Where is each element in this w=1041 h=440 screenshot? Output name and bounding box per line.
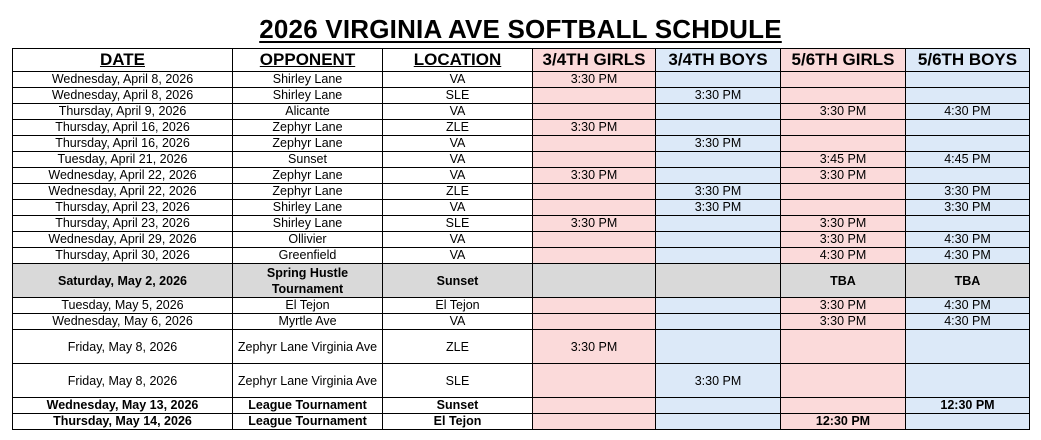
table-row bbox=[13, 298, 1030, 314]
header-56-boys: 5/6TH BOYS bbox=[906, 49, 1030, 72]
table-row bbox=[13, 264, 1030, 298]
cell-56-girls: 12:30 PM bbox=[781, 414, 906, 430]
cell-date: Thursday, April 30, 2026 bbox=[13, 248, 233, 264]
cell-56-boys: 12:30 PM bbox=[906, 398, 1030, 414]
cell-56-girls bbox=[781, 398, 906, 414]
cell-56-boys bbox=[906, 364, 1030, 398]
cell-location: El Tejon bbox=[383, 414, 533, 430]
cell-34-girls bbox=[533, 364, 656, 398]
cell-34-boys: 3:30 PM bbox=[656, 136, 781, 152]
cell-34-girls bbox=[533, 248, 656, 264]
cell-location: ZLE bbox=[383, 184, 533, 200]
cell-opponent: Shirley Lane bbox=[233, 72, 383, 88]
cell-56-girls: 3:30 PM bbox=[781, 168, 906, 184]
cell-34-girls bbox=[533, 314, 656, 330]
cell-56-girls: 3:30 PM bbox=[781, 314, 906, 330]
cell-56-girls bbox=[781, 88, 906, 104]
cell-34-boys: 3:30 PM bbox=[656, 364, 781, 398]
cell-location: Sunset bbox=[383, 398, 533, 414]
cell-56-boys: 4:30 PM bbox=[906, 314, 1030, 330]
page-title: 2026 VIRGINIA AVE SOFTBALL SCHDULE bbox=[259, 14, 782, 44]
cell-location: VA bbox=[383, 200, 533, 216]
cell-56-girls: 3:45 PM bbox=[781, 152, 906, 168]
cell-date: Thursday, May 14, 2026 bbox=[13, 414, 233, 430]
cell-56-girls: 3:30 PM bbox=[781, 298, 906, 314]
cell-opponent: Shirley Lane bbox=[233, 88, 383, 104]
table-row bbox=[13, 72, 1030, 88]
cell-34-girls bbox=[533, 264, 656, 298]
cell-date: Saturday, May 2, 2026 bbox=[13, 264, 233, 298]
table-row bbox=[13, 248, 1030, 264]
table-row bbox=[13, 414, 1030, 430]
cell-34-girls bbox=[533, 398, 656, 414]
cell-date: Tuesday, May 5, 2026 bbox=[13, 298, 233, 314]
cell-34-girls: 3:30 PM bbox=[533, 120, 656, 136]
cell-34-girls bbox=[533, 88, 656, 104]
cell-34-boys bbox=[656, 152, 781, 168]
cell-location: VA bbox=[383, 248, 533, 264]
cell-56-girls bbox=[781, 120, 906, 136]
cell-date: Thursday, April 23, 2026 bbox=[13, 216, 233, 232]
cell-34-boys bbox=[656, 120, 781, 136]
cell-56-girls: 3:30 PM bbox=[781, 104, 906, 120]
cell-34-boys bbox=[656, 264, 781, 298]
cell-56-girls: TBA bbox=[781, 264, 906, 298]
cell-56-boys bbox=[906, 72, 1030, 88]
cell-56-boys: 4:30 PM bbox=[906, 232, 1030, 248]
cell-date: Wednesday, April 29, 2026 bbox=[13, 232, 233, 248]
cell-location: VA bbox=[383, 152, 533, 168]
cell-56-girls bbox=[781, 200, 906, 216]
table-row bbox=[13, 330, 1030, 364]
table-row bbox=[13, 232, 1030, 248]
table-row bbox=[13, 136, 1030, 152]
cell-location: ZLE bbox=[383, 330, 533, 364]
cell-opponent: Myrtle Ave bbox=[233, 314, 383, 330]
cell-opponent: Spring Hustle Tournament bbox=[233, 264, 383, 298]
cell-34-boys bbox=[656, 398, 781, 414]
cell-56-boys bbox=[906, 216, 1030, 232]
cell-date: Wednesday, April 8, 2026 bbox=[13, 88, 233, 104]
cell-location: Sunset bbox=[383, 264, 533, 298]
cell-56-boys bbox=[906, 88, 1030, 104]
cell-date: Thursday, April 16, 2026 bbox=[13, 136, 233, 152]
cell-opponent: League Tournament bbox=[233, 414, 383, 430]
cell-34-boys: 3:30 PM bbox=[656, 88, 781, 104]
cell-34-boys bbox=[656, 414, 781, 430]
cell-34-boys bbox=[656, 168, 781, 184]
cell-opponent: Sunset bbox=[233, 152, 383, 168]
cell-date: Wednesday, April 8, 2026 bbox=[13, 72, 233, 88]
cell-34-boys: 3:30 PM bbox=[656, 184, 781, 200]
cell-34-girls bbox=[533, 136, 656, 152]
cell-56-boys bbox=[906, 136, 1030, 152]
table-row bbox=[13, 184, 1030, 200]
cell-date: Tuesday, April 21, 2026 bbox=[13, 152, 233, 168]
cell-opponent: Greenfield bbox=[233, 248, 383, 264]
cell-56-boys: TBA bbox=[906, 264, 1030, 298]
cell-56-boys: 4:30 PM bbox=[906, 298, 1030, 314]
cell-34-girls: 3:30 PM bbox=[533, 216, 656, 232]
cell-56-girls bbox=[781, 72, 906, 88]
cell-34-boys bbox=[656, 104, 781, 120]
table-row bbox=[13, 152, 1030, 168]
cell-date: Friday, May 8, 2026 bbox=[13, 330, 233, 364]
header-row bbox=[13, 49, 1030, 72]
header-date: DATE bbox=[13, 49, 233, 72]
header-56-girls: 5/6TH GIRLS bbox=[781, 49, 906, 72]
header-opponent: OPPONENT bbox=[233, 49, 383, 72]
cell-location: SLE bbox=[383, 364, 533, 398]
schedule-table bbox=[12, 48, 1030, 430]
cell-56-boys: 4:30 PM bbox=[906, 104, 1030, 120]
cell-56-girls bbox=[781, 364, 906, 398]
cell-34-boys bbox=[656, 232, 781, 248]
cell-date: Thursday, April 16, 2026 bbox=[13, 120, 233, 136]
cell-date: Wednesday, May 13, 2026 bbox=[13, 398, 233, 414]
cell-56-girls: 3:30 PM bbox=[781, 216, 906, 232]
cell-56-boys bbox=[906, 330, 1030, 364]
cell-34-girls: 3:30 PM bbox=[533, 72, 656, 88]
cell-opponent: Zephyr Lane Virginia Ave bbox=[233, 330, 383, 364]
cell-opponent: Zephyr Lane bbox=[233, 120, 383, 136]
cell-location: SLE bbox=[383, 216, 533, 232]
table-row bbox=[13, 200, 1030, 216]
cell-34-girls bbox=[533, 414, 656, 430]
cell-location: VA bbox=[383, 168, 533, 184]
header-34-girls: 3/4TH GIRLS bbox=[533, 49, 656, 72]
table-row bbox=[13, 216, 1030, 232]
cell-34-girls: 3:30 PM bbox=[533, 168, 656, 184]
table-row bbox=[13, 104, 1030, 120]
cell-34-girls: 3:30 PM bbox=[533, 330, 656, 364]
header-location: LOCATION bbox=[383, 49, 533, 72]
cell-date: Wednesday, April 22, 2026 bbox=[13, 168, 233, 184]
cell-56-boys: 4:45 PM bbox=[906, 152, 1030, 168]
cell-34-girls bbox=[533, 232, 656, 248]
cell-34-girls bbox=[533, 104, 656, 120]
cell-opponent: Shirley Lane bbox=[233, 216, 383, 232]
cell-34-girls bbox=[533, 184, 656, 200]
table-row bbox=[13, 168, 1030, 184]
cell-34-boys bbox=[656, 314, 781, 330]
cell-location: VA bbox=[383, 136, 533, 152]
cell-location: VA bbox=[383, 314, 533, 330]
table-row bbox=[13, 398, 1030, 414]
cell-opponent: Zephyr Lane bbox=[233, 168, 383, 184]
cell-opponent: Alicante bbox=[233, 104, 383, 120]
cell-date: Wednesday, May 6, 2026 bbox=[13, 314, 233, 330]
cell-opponent: Ollivier bbox=[233, 232, 383, 248]
cell-34-boys bbox=[656, 72, 781, 88]
cell-opponent: Zephyr Lane bbox=[233, 184, 383, 200]
cell-location: El Tejon bbox=[383, 298, 533, 314]
cell-location: VA bbox=[383, 72, 533, 88]
cell-34-boys bbox=[656, 248, 781, 264]
cell-34-girls bbox=[533, 152, 656, 168]
cell-opponent: Zephyr Lane bbox=[233, 136, 383, 152]
cell-location: ZLE bbox=[383, 120, 533, 136]
cell-56-boys: 4:30 PM bbox=[906, 248, 1030, 264]
cell-56-girls: 3:30 PM bbox=[781, 232, 906, 248]
cell-date: Wednesday, April 22, 2026 bbox=[13, 184, 233, 200]
cell-56-girls bbox=[781, 184, 906, 200]
cell-34-boys bbox=[656, 330, 781, 364]
cell-34-girls bbox=[533, 298, 656, 314]
cell-34-boys: 3:30 PM bbox=[656, 200, 781, 216]
cell-56-boys: 3:30 PM bbox=[906, 184, 1030, 200]
cell-opponent: El Tejon bbox=[233, 298, 383, 314]
cell-opponent: League Tournament bbox=[233, 398, 383, 414]
table-row bbox=[13, 120, 1030, 136]
cell-34-girls bbox=[533, 200, 656, 216]
cell-opponent: Zephyr Lane Virginia Ave bbox=[233, 364, 383, 398]
cell-56-boys: 3:30 PM bbox=[906, 200, 1030, 216]
cell-location: VA bbox=[383, 232, 533, 248]
cell-date: Friday, May 8, 2026 bbox=[13, 364, 233, 398]
cell-34-boys bbox=[656, 216, 781, 232]
cell-location: VA bbox=[383, 104, 533, 120]
table-row bbox=[13, 88, 1030, 104]
cell-56-girls: 4:30 PM bbox=[781, 248, 906, 264]
cell-56-girls bbox=[781, 330, 906, 364]
cell-56-boys bbox=[906, 414, 1030, 430]
cell-56-boys bbox=[906, 120, 1030, 136]
cell-location: SLE bbox=[383, 88, 533, 104]
cell-date: Thursday, April 9, 2026 bbox=[13, 104, 233, 120]
cell-34-boys bbox=[656, 298, 781, 314]
header-34-boys: 3/4TH BOYS bbox=[656, 49, 781, 72]
cell-56-boys bbox=[906, 168, 1030, 184]
cell-opponent: Shirley Lane bbox=[233, 200, 383, 216]
table-row bbox=[13, 314, 1030, 330]
cell-date: Thursday, April 23, 2026 bbox=[13, 200, 233, 216]
cell-56-girls bbox=[781, 136, 906, 152]
table-row bbox=[13, 364, 1030, 398]
